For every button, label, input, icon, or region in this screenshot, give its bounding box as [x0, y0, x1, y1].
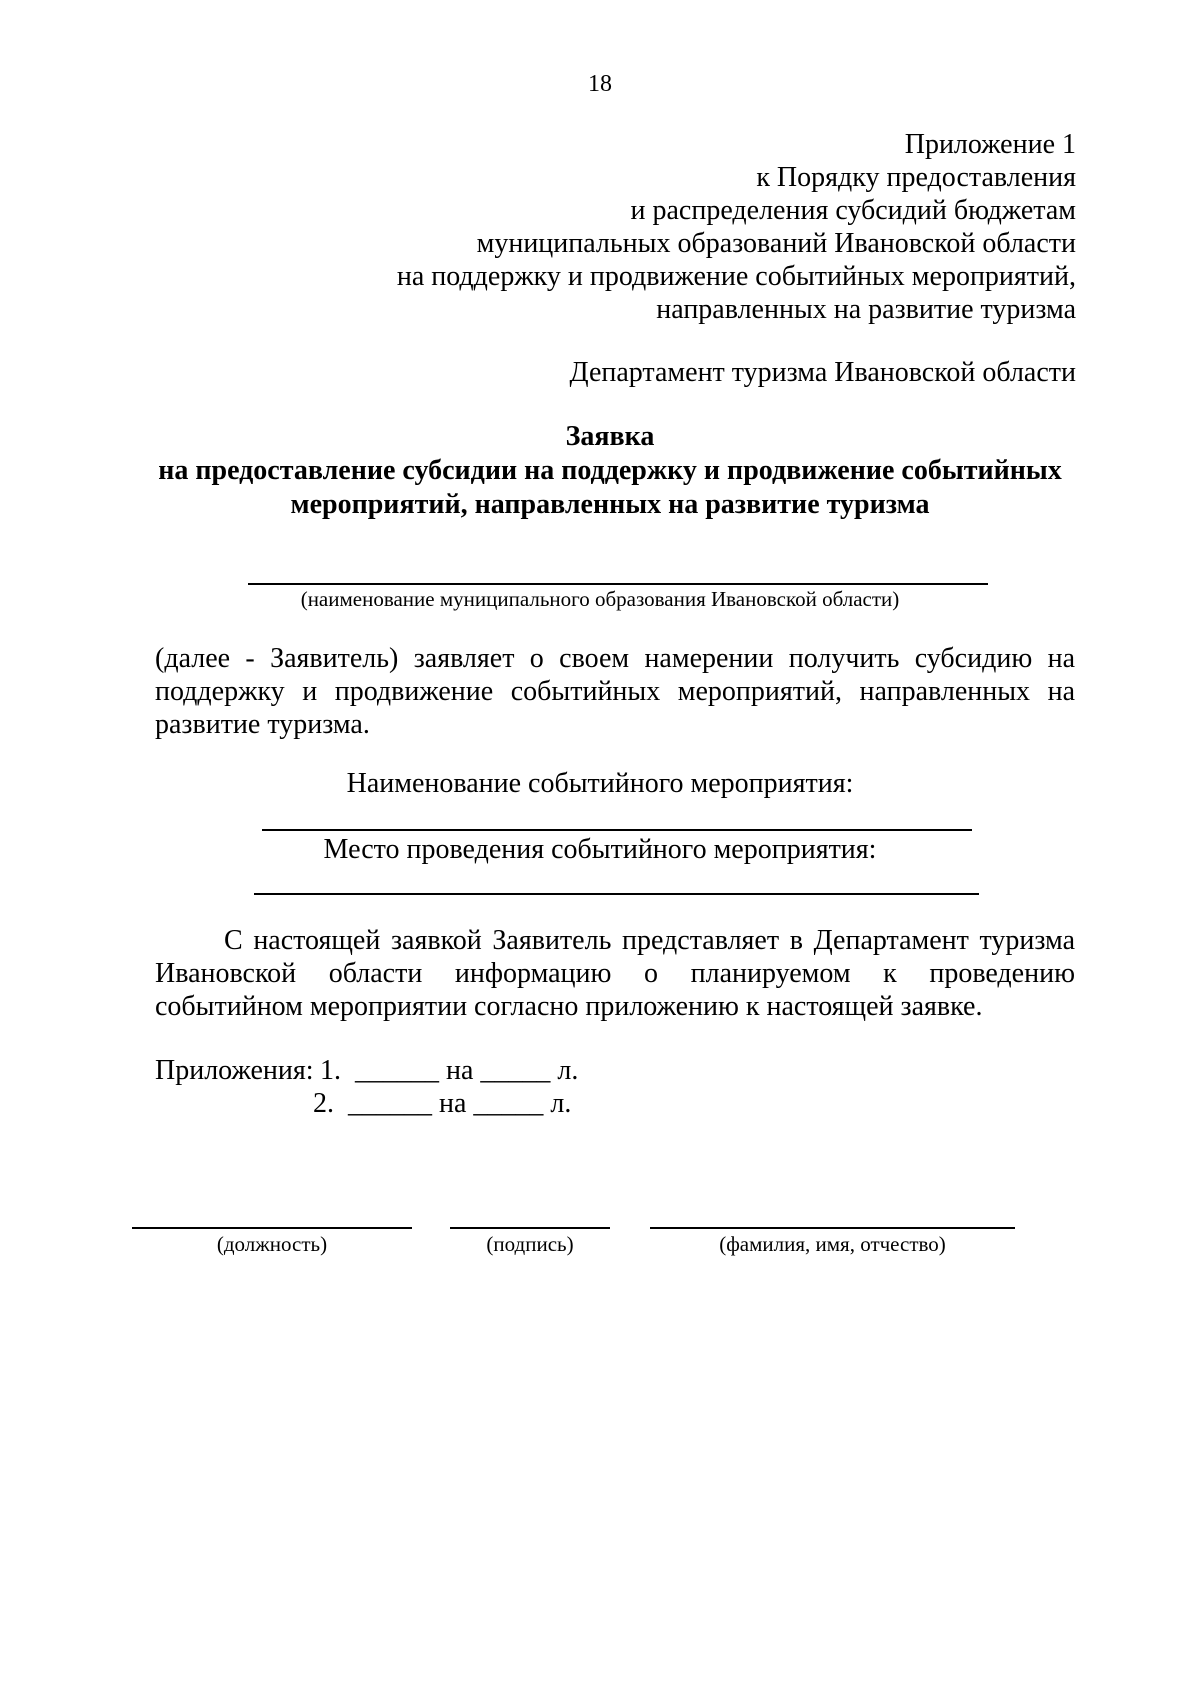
event-place-label: Место проведения событийного мероприятия: [323, 834, 877, 865]
attachment-item-text: ______ на _____ л. [355, 1055, 579, 1086]
appendix-line: Приложение 1 [904, 129, 1076, 160]
appendix-header [397, 128, 1076, 326]
appendix-line: муниципальных образований Ивановской области [476, 228, 1076, 259]
attachment-item-number: 2. [313, 1088, 334, 1119]
title-line: мероприятий, направленных на развитие туризма [290, 489, 930, 520]
signature-caption: (подпись) [486, 1232, 574, 1256]
submission-paragraph: С настоящей заявкой Заявитель представляет в Департамент туризма Ивановской области информацию о планируемом к проведению событийном мероприятии согласно приложению к настоящей заявке. [155, 925, 1075, 1022]
signature-line [450, 1227, 610, 1229]
position-caption: (должность) [216, 1232, 328, 1256]
intro-paragraph: (далее - Заявитель) заявляет о своем намерении получить субсидию на поддержку и продвижение событийных мероприятий, направленных на развитие туризма. [155, 643, 1075, 740]
appendix-line: к Порядку предоставления [756, 162, 1076, 193]
document-title [140, 420, 1080, 522]
addressee: Департамент туризма Ивановской области [569, 357, 1076, 388]
event-name-label: Наименование событийного мероприятия: [346, 768, 854, 799]
full-name-caption: (фамилия, имя, отчество) [719, 1232, 946, 1256]
title-line: Заявка [565, 421, 655, 452]
full-name-line [650, 1227, 1015, 1229]
attachments-label: Приложения: [155, 1055, 314, 1086]
attachment-item-text: ______ на _____ л. [348, 1088, 572, 1119]
appendix-line: и распределения субсидий бюджетам [630, 195, 1076, 226]
position-line [132, 1227, 412, 1229]
municipality-caption: (наименование муниципального образования Ивановской области) [300, 587, 900, 611]
event-name-line [262, 829, 972, 831]
appendix-line: на поддержку и продвижение событийных мероприятий, [396, 261, 1076, 292]
title-line: на предоставление субсидии на поддержку и продвижение событийных [158, 455, 1062, 486]
appendix-line: направленных на развитие туризма [656, 294, 1076, 325]
attachment-item-number: 1. [320, 1055, 341, 1086]
event-place-line [254, 893, 979, 895]
municipality-name-line [248, 583, 988, 585]
page-number: 18 [588, 71, 612, 97]
